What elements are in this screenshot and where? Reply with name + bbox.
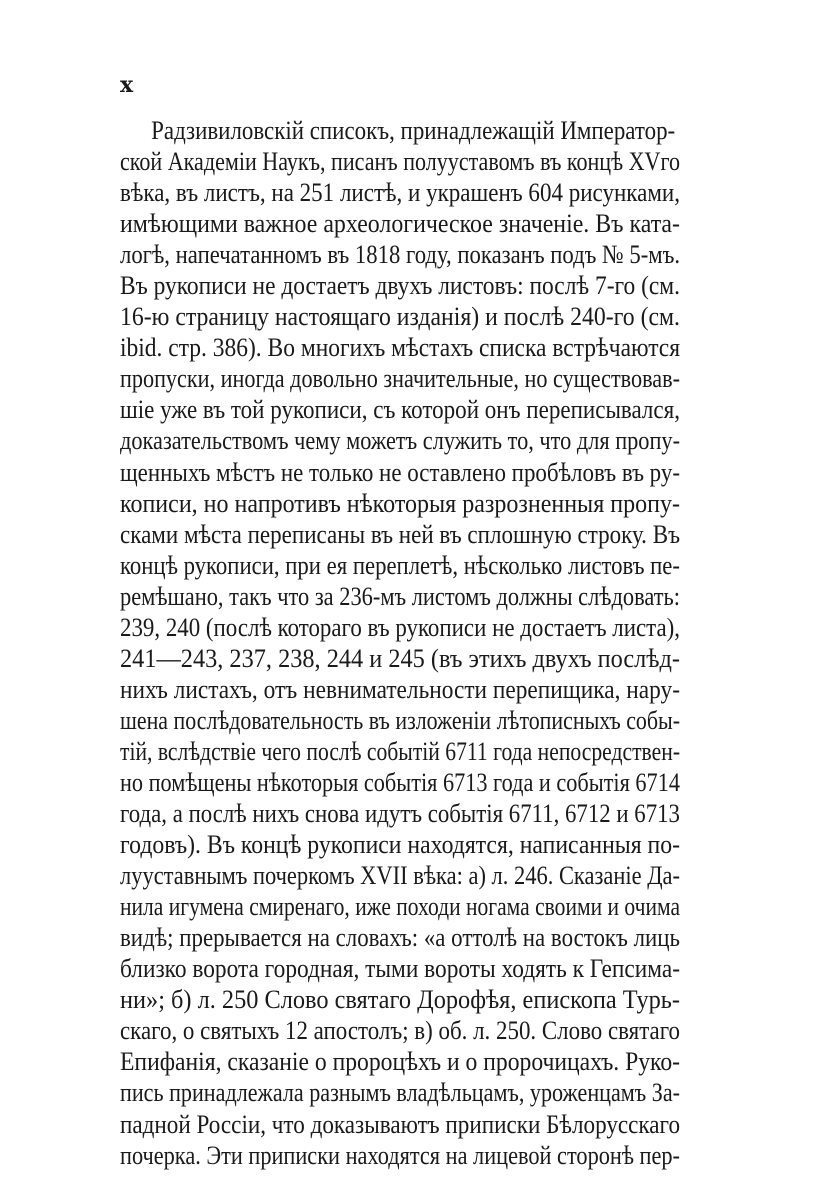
text-line: 16-ю страницу настоящаго изданія) и послѣ 240-го (см.	[120, 301, 680, 332]
text-line: доказательствомъ чему можетъ служить то, что для пропу-	[120, 425, 681, 456]
text-line: щенныхъ мѣстъ не только не оставлено пробѣловъ въ ру-	[120, 456, 680, 487]
text-line: года, а послѣ нихъ снова идутъ событія 6711, 6712 и 6713	[120, 798, 680, 829]
text-line: 241—243, 237, 238, 244 и 245 (въ этихъ двухъ послѣд-	[120, 642, 680, 673]
text-line: ремѣшано, такъ что за 236-мъ листомъ должны слѣдовать:	[120, 580, 680, 611]
text-line: сками мѣста переписаны въ ней въ сплошную строку. Въ	[120, 518, 680, 549]
text-line: нихъ листахъ, отъ невнимательности перепищика, нару-	[120, 673, 680, 704]
text-line: шена послѣдовательность въ изложеніи лѣтописныхъ собы-	[120, 704, 681, 735]
text-line: ни»; б) л. 250 Слово святаго Дорофѣя, епископа Турь-	[120, 984, 680, 1015]
text-line: скаго, о святыхъ 12 апостолъ; в) об. л. 250. Слово святаго	[120, 1015, 681, 1046]
text-line: Радзивиловскій списокъ, принадлежащій Император-	[151, 115, 676, 145]
text-line: падной Россіи, что доказываютъ приписки Бѣлорусскаго	[120, 1108, 681, 1139]
text-line: почерка. Эти приписки находятся на лицевой сторонѣ пер-	[120, 1139, 680, 1170]
text-line: шіе уже въ той рукописи, съ которой онъ переписывался,	[120, 394, 681, 425]
text-line: близко ворота городная, тыми вороты ходять к Гепсима-	[120, 953, 681, 984]
page-number: x	[120, 72, 134, 98]
text-line: видѣ; прерывается на словахъ: «а оттолѣ на востокъ лиць	[120, 922, 680, 953]
text-line: нила игумена смиренаго, иже походи ногама своими и очима	[120, 891, 681, 922]
text-line: ibid. стр. 386). Во многихъ мѣстахъ списка встрѣчаются	[120, 332, 681, 363]
text-line: имѣющими важное археологическое значеніе. Въ ката-	[120, 208, 680, 239]
text-line: пись принадлежала разнымъ владѣльцамъ, уроженцамъ За-	[120, 1077, 681, 1108]
text-line: 239, 240 (послѣ котораго въ рукописи не достаетъ листа),	[120, 611, 680, 642]
text-line: Епифанія, сказаніе о пророцѣхъ и о пророчицахъ. Руко-	[120, 1046, 681, 1077]
text-line: тій, вслѣдствіе чего послѣ событій 6711 года непосредствен-	[120, 735, 681, 766]
text-line: лууставнымъ почеркомъ XVII вѣка: а) л. 246. Сказаніе Да-	[120, 860, 681, 891]
text-line: вѣка, въ листъ, на 251 листѣ, и украшенъ 604 рисунками,	[120, 177, 680, 208]
text-line: кописи, но напротивъ нѣкоторыя разрозненныя пропу-	[120, 487, 680, 518]
text-line: ской Академіи Наукъ, писанъ полууставомъ въ концѣ XVго	[120, 146, 680, 177]
text-line: пропуски, иногда довольно значительные, но существовав-	[120, 363, 680, 394]
text-line: но помѣщены нѣкоторыя событія 6713 года и событія 6714	[120, 766, 680, 797]
body-paragraph	[120, 115, 680, 1171]
text-line: годовъ). Въ концѣ рукописи находятся, написанныя по-	[120, 829, 681, 860]
text-line: Въ рукописи не достаетъ двухъ листовъ: послѣ 7-го (см.	[120, 270, 680, 301]
text-line: логѣ, напечатанномъ въ 1818 году, показанъ подъ № 5-мъ.	[120, 239, 681, 270]
text-line: концѣ рукописи, при ея переплетѣ, нѣсколько листовъ пе-	[120, 549, 680, 580]
